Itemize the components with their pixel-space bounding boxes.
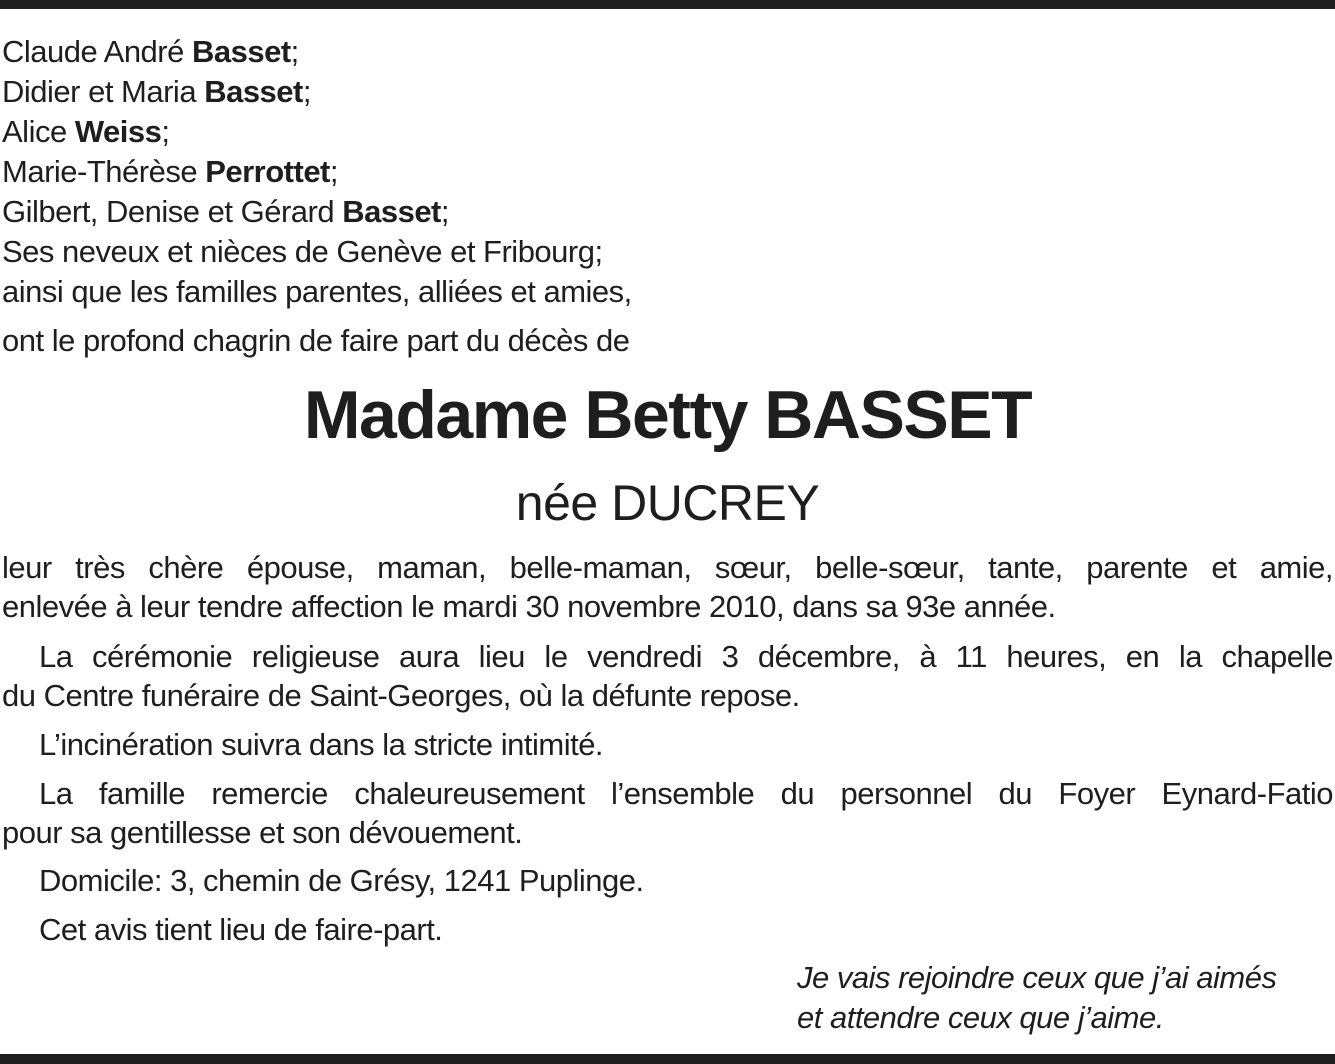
text-line: La famille remercie chaleureusement l’ensemble du personnel du Foyer Eynard-Fatio — [39, 776, 1333, 811]
punctuation: ; — [161, 114, 170, 149]
text-line: Domicile: 3, chemin de Grésy, 1241 Puplinge. — [39, 863, 644, 898]
domicile-paragraph — [2, 861, 1333, 900]
ceremony-paragraph — [2, 637, 1333, 715]
family-line — [2, 192, 632, 232]
surname: Perrottet — [205, 154, 330, 189]
family-line — [2, 112, 632, 152]
text-line: Cet avis tient lieu de faire-part. — [39, 912, 443, 947]
closing-quote — [797, 958, 1276, 1038]
given-names: Claude André — [2, 34, 192, 69]
text-line: La cérémonie religieuse aura lieu le vendredi 3 décembre, à 11 heures, en la chapelle — [39, 639, 1333, 674]
given-names: Alice — [2, 114, 75, 149]
given-names: Didier et Maria — [2, 74, 205, 109]
punctuation: ; — [440, 194, 450, 229]
deceased-name: Madame Betty BASSET — [303, 377, 1032, 453]
announcement-intro: ont le profond chagrin de faire part du décès de — [2, 323, 630, 358]
surname: Basset — [191, 34, 291, 69]
punctuation: ; — [302, 74, 311, 109]
given-names: Marie-Thérèse — [2, 154, 206, 189]
notice-paragraph — [2, 910, 1333, 949]
surname: Basset — [204, 74, 303, 109]
text-line: leur très chère épouse, maman, belle-maman, sœur, belle-sœur, tante, parente et amie, — [2, 550, 1333, 585]
given-names: Gilbert, Denise et Gérard — [2, 194, 343, 229]
quote-line: et attendre ceux que j’aime. — [797, 1000, 1164, 1035]
family-line: Ses neveux et nièces de Genève et Fribourg; — [2, 234, 603, 269]
top-rule — [0, 0, 1335, 9]
family-line: ainsi que les familles parentes, alliées et amies, — [2, 274, 632, 309]
family-list — [2, 32, 632, 312]
surname: Basset — [342, 194, 441, 229]
thanks-paragraph — [2, 774, 1333, 852]
relation-paragraph — [2, 548, 1333, 626]
text-line: L’incinération suivra dans la stricte intimité. — [39, 727, 604, 762]
cremation-paragraph — [2, 725, 1333, 764]
quote-line: Je vais rejoindre ceux que j’ai aimés — [797, 960, 1277, 995]
family-line — [2, 152, 632, 192]
surname: Weiss — [74, 114, 162, 149]
family-line — [2, 32, 632, 72]
bottom-rule — [0, 1054, 1335, 1064]
family-line — [2, 72, 632, 112]
punctuation: ; — [290, 34, 299, 69]
punctuation: ; — [329, 154, 339, 189]
maiden-name: née DUCREY — [515, 475, 820, 531]
text-line: pour sa gentillesse et son dévouement. — [2, 815, 523, 850]
text-line: du Centre funéraire de Saint-Georges, où la défunte repose. — [2, 678, 800, 713]
text-line: enlevée à leur tendre affection le mardi 30 novembre 2010, dans sa 93e année. — [2, 589, 1056, 624]
